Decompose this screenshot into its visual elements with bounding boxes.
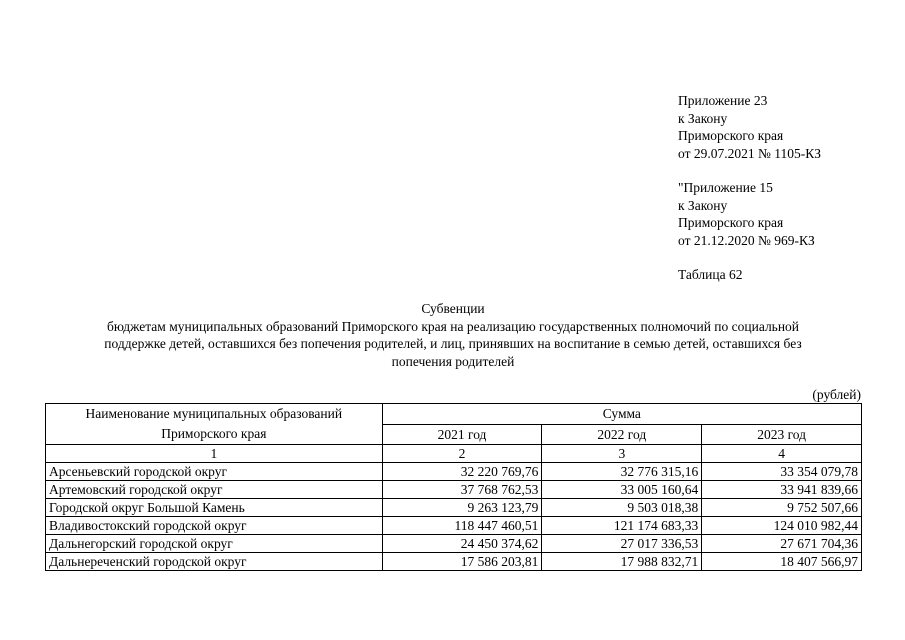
annex-line: Приморского края	[678, 215, 784, 230]
header-name: Наименование муниципальных образований Приморского края	[46, 404, 383, 445]
spacer	[678, 249, 898, 266]
table-row	[46, 553, 862, 571]
title-line: Субвенции	[421, 301, 485, 316]
amount-2021: 24 450 374,62	[382, 535, 542, 553]
amount-2023: 27 671 704,36	[702, 535, 862, 553]
header-year: 2022 год	[542, 424, 702, 445]
municipality-name: Владивостокский городской округ	[46, 517, 383, 535]
amount-2023: 33 354 079,78	[702, 463, 862, 481]
amount-2021: 37 768 762,53	[382, 481, 542, 499]
annex-line: Приложение 23	[678, 93, 768, 108]
title-line: поддержке детей, оставшихся без попечения родителей, и лиц, принявших на воспитание в семью детей, оставшихся без	[104, 336, 802, 351]
header-year: 2023 год	[702, 424, 862, 445]
amount-2021: 9 263 123,79	[382, 499, 542, 517]
amount-2023: 18 407 566,97	[702, 553, 862, 571]
units-label: (рублей)	[812, 387, 861, 402]
annex-line: от 29.07.2021 № 1105-КЗ	[678, 145, 821, 161]
annex-line: Приморского края	[678, 128, 784, 143]
table-row	[46, 463, 862, 481]
amount-2023: 124 010 982,44	[702, 517, 862, 535]
annex-line: к Закону	[678, 197, 728, 213]
municipality-name: Дальнереченский городской округ	[46, 553, 383, 571]
annex-line: к Закону	[678, 110, 728, 126]
spacer	[678, 162, 898, 179]
amount-2022: 121 174 683,33	[542, 517, 702, 535]
annex-header	[678, 92, 898, 284]
header-sum: Сумма	[382, 404, 861, 425]
title-line: бюджетам муниципальных образований Приморского края на реализацию государственных полномочий по социальной	[106, 318, 800, 334]
amount-2021: 118 447 460,51	[382, 517, 542, 535]
document-title	[40, 300, 866, 370]
amount-2022: 32 776 315,16	[542, 463, 702, 481]
municipality-name: Дальнегорский городской округ	[46, 535, 383, 553]
column-number-row	[46, 445, 862, 463]
table-row	[46, 499, 862, 517]
header-year: 2021 год	[382, 424, 542, 445]
amount-2022: 27 017 336,53	[542, 535, 702, 553]
table-row	[46, 535, 862, 553]
municipality-name: Арсеньевский городской округ	[46, 463, 383, 481]
amount-2023: 9 752 507,66	[702, 499, 862, 517]
amount-2021: 32 220 769,76	[382, 463, 542, 481]
amount-2022: 9 503 018,38	[542, 499, 702, 517]
municipality-name: Артемовский городской округ	[46, 481, 383, 499]
column-number: 2	[382, 445, 542, 463]
amount-2022: 33 005 160,64	[542, 481, 702, 499]
column-number: 1	[46, 445, 383, 463]
column-number: 4	[702, 445, 862, 463]
amount-2021: 17 586 203,81	[382, 553, 542, 571]
table-label: Таблица 62	[678, 267, 743, 282]
title-line: попечения родителей	[391, 353, 515, 369]
table-row	[46, 481, 862, 499]
annex-line: "Приложение 15	[678, 180, 773, 195]
amount-2023: 33 941 839,66	[702, 481, 862, 499]
column-number: 3	[542, 445, 702, 463]
table-row	[46, 517, 862, 535]
annex-line: от 21.12.2020 № 969-КЗ	[678, 232, 815, 248]
subventions-table	[45, 403, 862, 571]
municipality-name: Городской округ Большой Камень	[46, 499, 383, 517]
amount-2022: 17 988 832,71	[542, 553, 702, 571]
